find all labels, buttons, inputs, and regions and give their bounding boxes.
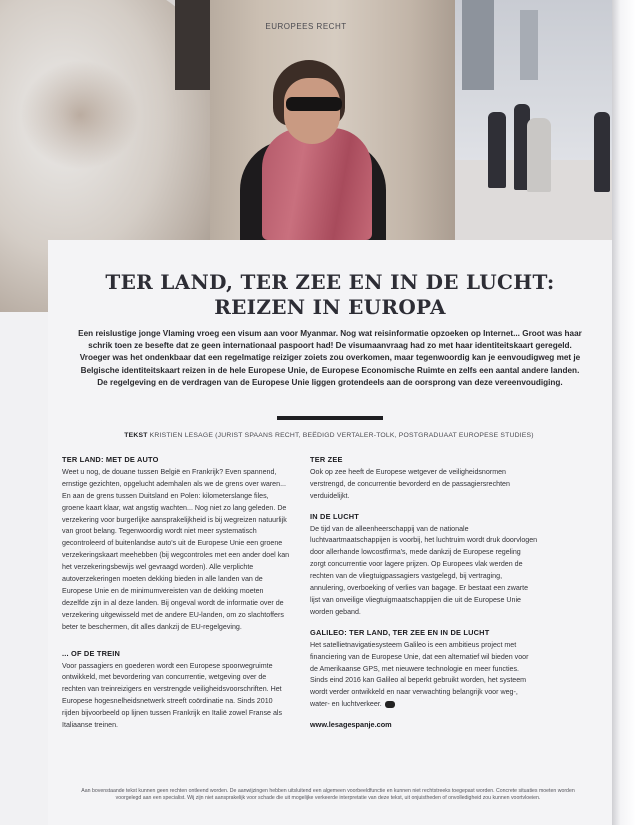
- title-line-1: TER LAND, TER ZEE EN IN DE LUCHT:: [105, 270, 555, 294]
- page-edge: [612, 0, 636, 825]
- building-window: [520, 10, 538, 80]
- article-title: [48, 270, 612, 320]
- title-line-2: REIZEN IN EUROPA: [214, 295, 446, 319]
- pillar-shadow: [175, 0, 215, 90]
- article-intro: Een reislustige jonge Vlaming vroeg een visum aan voor Myanmar. Nog wat reisinformatie opzoeken op Internet... Groot was haar schrik toen ze besefte dat ze geen internationaal paspoort had! De visumaanvraag had zo met haar identiteitskaart geregeld. Vroeger was het ondenkbaar dat een regelmatige reiziger zoiets zou overkomen, maar tegenwoordig kan je eenvoudigweg met je Belgische identiteitskaart reizen in de hele Europese Unie, de Europese Economische Ruimte en zelfs een aantal andere landen. De regelgeving en de verdragen van de Europese Unie liggen grotendeels aan de oorsprong van deze vereenvoudiging.: [78, 329, 582, 387]
- title-divider: [277, 416, 383, 420]
- section-body: Ook op zee heeft de Europese wetgever de veiligheidsnormen verstrengd, de concurrentie bevorderd en de passagiersrechten verduidelijkt.: [310, 467, 510, 500]
- section-body: Weet u nog, de douane tussen België en Frankrijk? Even spannend, ernstige gezichten, opgelucht ademhalen als we de grens over waren... En aan de grens tussen Duitsland en Polen: kilometerslange files, groene kaart klaar, wat angstig wachten... Nog niet zo lang geleden. De verzekering voor burgerlijke aansprakelijkheid is bij wegreizen natuurlijk van groot belang. Tegenwoordig wordt niet meer systematisch gecontroleerd of buitenlandse auto's uit de Europese Unie een groene verzekeringskaart meehebben (bij wegcontroles met een ander doel kan het verzekeringsbewijs wel gevraagd worden). Alle verplichte autoverzekeringen moeten dekking bieden in alle landen van de Europese Unie en de minimumvereisten van de dekking moeten dezelfde zijn in al deze landen. Bij ongeval wordt de informatie over de verzekering uitgewisseld met de andere EU-landen, om zo slachtoffers beter te beschermen, dit alles dankzij de EU-regelgeving.: [62, 467, 290, 631]
- byline-label: TEKST: [124, 432, 148, 439]
- sunglasses: [286, 97, 342, 111]
- woman-face: [284, 78, 340, 144]
- section-heading: TER ZEE: [310, 455, 343, 464]
- section-kicker: EUROPEES RECHT: [265, 22, 347, 31]
- section-body: [310, 640, 538, 711]
- section-body: Voor passagiers en goederen wordt een Europese spoorwegruimte ontwikkeld, met bevordering van concurrentie, wetgeving over de rechten van treinreizigers en verstrengde veiligheidsvoorschriften. Het Europese hogesnelheidsnetwerk streeft coördinatie na. Sinds 2010 rijden bijvoorbeeld op lijnen tussen Frankrijk en Italië zowel Franse als Italiaanse treinen.: [62, 661, 283, 730]
- section-galileo: [310, 627, 538, 711]
- article-end-icon: [385, 701, 395, 708]
- byline: [64, 432, 594, 439]
- byline-author: KRISTIEN LESAGE (JURIST SPAANS RECHT, BEËDIGD VERTALER-TOLK, POSTGRADUAAT EUROPESE STUDIES): [149, 432, 534, 439]
- section-land: [62, 454, 290, 634]
- section-sea: [310, 454, 538, 503]
- column-left: [62, 454, 290, 740]
- background-person: [594, 112, 610, 192]
- section-heading: TER LAND: MET DE AUTO: [62, 455, 159, 464]
- section-heading: GALILEO: TER LAND, TER ZEE EN IN DE LUCHT: [310, 627, 490, 637]
- legal-disclaimer: Aan bovenstaande tekst kunnen geen rechten ontleend worden. De aanwijzingen hebben uitsluitend een algemeen voorbeeldfunctie en kunnen niet rechtstreeks toegepast worden. Concrete situaties moeten worden voorgelegd aan een specialist. Wij zijn niet aansprakelijk voor schade die uit mogelijke verkeerde interpretatie van deze tekst, uit onjuistheden of onvolledigheid zou kunnen voortvloeien.: [81, 788, 575, 802]
- background-person: [488, 112, 506, 188]
- section-air: [310, 511, 538, 619]
- section-body: De tijd van de alleenheerschappij van de nationale luchtvaartmaatschappijen is voorbij, het luchtruim wordt druk doorvlogen door allerhande lowcostfirma's, mede dankzij de Europese regeling zorgt concurrentie voor lagere prijzen. Op Europees vlak werden de rechten van de vliegtuigpassagiers vastgelegd, bij vertraging, annulering, overboeking of verlies van bagage. Er bestaat een zwarte lijst van onveilige vliegtuigmaatschappijen die uit de Europese Unie worden geband.: [310, 524, 538, 616]
- website-link[interactable]: www.lesagespanje.com: [310, 720, 392, 730]
- column-right: [310, 454, 538, 731]
- pink-scarf: [262, 128, 372, 240]
- galileo-text: Het satellietnavigatiesysteem Galileo is een ambitieus project met financiering van de Europese Unie, dat een alternatief wil bieden voor de Amerikaanse GPS, met nieuwere technologie en meer functies. Sinds eind 2016 kan Galileo al beperkt gebruikt worden, het systeem wordt verder ontwikkeld en naar verwachting belangrijk voor weg-, water- en luchtverkeer.: [310, 640, 529, 709]
- building-window: [462, 0, 494, 90]
- stone-texture: [20, 60, 140, 170]
- section-train: [62, 648, 290, 732]
- section-heading: ... OF DE TREIN: [62, 648, 121, 658]
- section-heading: IN DE LUCHT: [310, 511, 360, 521]
- bollard: [527, 118, 551, 192]
